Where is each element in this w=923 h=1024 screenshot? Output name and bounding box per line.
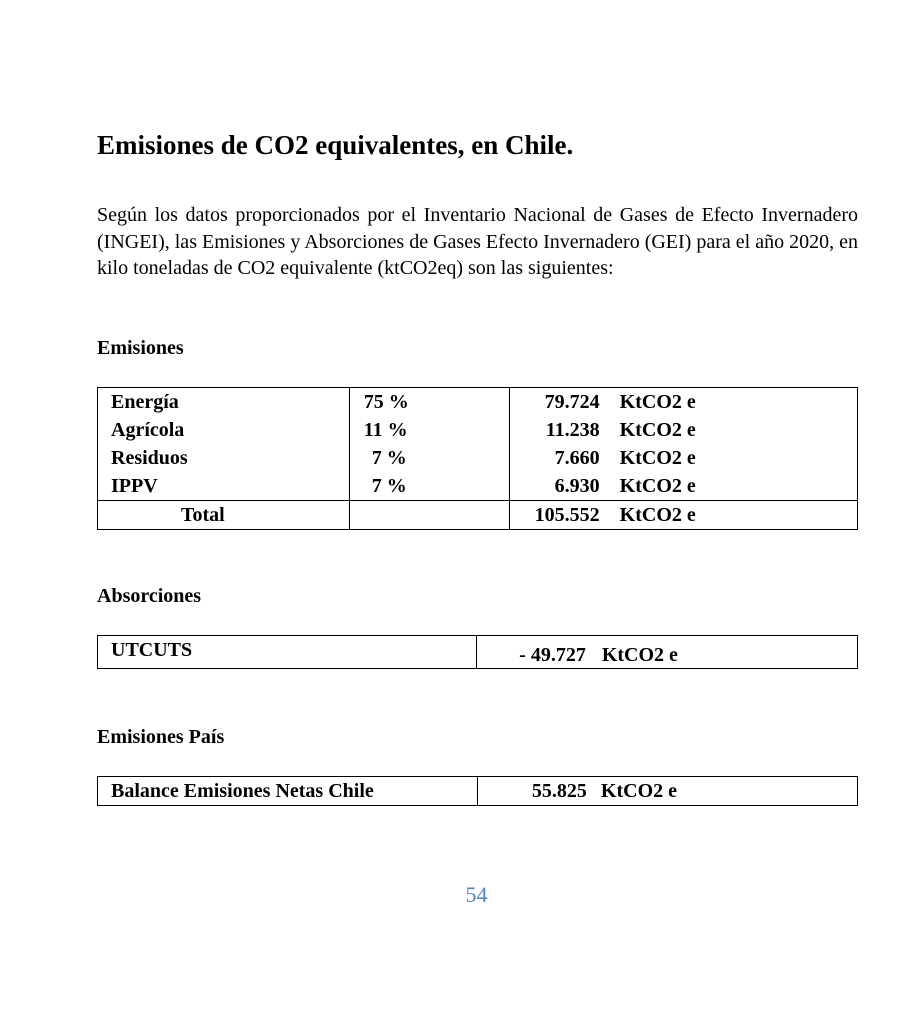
value-cell bbox=[509, 388, 857, 417]
sector-label: Residuos bbox=[111, 447, 188, 469]
table-row bbox=[98, 636, 858, 669]
percent-value: 11 % bbox=[363, 419, 408, 441]
table-row bbox=[98, 388, 858, 417]
percent-cell bbox=[349, 444, 509, 472]
intro-paragraph: Según los datos proporcionados por el Inventario Nacional de Gases de Efecto Invernadero (INGEI), las Emisiones y Absorciones de Gases Efecto Invernadero (GEI) para el año 2020, en kilo toneladas de CO2 equivalente (ktCO2eq) son las siguientes: bbox=[97, 204, 858, 279]
value-cell bbox=[509, 444, 857, 472]
absorption-value: - 49.727 bbox=[519, 644, 586, 666]
total-label-cell bbox=[98, 501, 350, 530]
sector-cell bbox=[98, 444, 350, 472]
balance-label-cell bbox=[98, 777, 478, 806]
country-emissions-table bbox=[97, 776, 858, 806]
value-cell bbox=[509, 416, 857, 444]
empty-cell bbox=[349, 501, 509, 530]
percent-cell bbox=[349, 472, 509, 501]
absorptions-heading: Absorciones bbox=[97, 585, 202, 607]
percent-cell bbox=[349, 388, 509, 417]
table-row bbox=[98, 777, 858, 806]
total-unit: KtCO2 e bbox=[619, 504, 696, 526]
percent-value: 7 % bbox=[371, 447, 407, 469]
percent-cell bbox=[349, 416, 509, 444]
sector-cell bbox=[98, 388, 350, 417]
emission-value: 7.660 bbox=[554, 447, 600, 469]
page-number: 54 bbox=[465, 882, 488, 907]
table-row bbox=[98, 444, 858, 472]
emissions-table bbox=[97, 387, 858, 530]
emission-value: 6.930 bbox=[554, 475, 600, 497]
absorptions-table bbox=[97, 635, 858, 669]
sector-cell bbox=[98, 472, 350, 501]
balance-value-cell bbox=[477, 777, 857, 806]
emission-unit: KtCO2 e bbox=[619, 475, 696, 497]
sector-label: Agrícola bbox=[111, 419, 185, 441]
sector-label: IPPV bbox=[111, 475, 158, 497]
value-cell bbox=[509, 472, 857, 501]
balance-label: Balance Emisiones Netas Chile bbox=[111, 780, 374, 802]
emission-unit: KtCO2 e bbox=[619, 391, 696, 413]
emission-value: 79.724 bbox=[544, 391, 600, 413]
total-value-cell bbox=[509, 501, 857, 530]
total-row bbox=[98, 501, 858, 530]
balance-value: 55.825 bbox=[531, 780, 587, 802]
absorption-value-cell bbox=[477, 636, 858, 669]
sector-label: Energía bbox=[111, 391, 179, 413]
country-emissions-heading: Emisiones País bbox=[97, 726, 225, 748]
total-label: Total bbox=[181, 504, 225, 526]
absorption-label-cell bbox=[98, 636, 477, 669]
emission-unit: KtCO2 e bbox=[619, 419, 696, 441]
sector-cell bbox=[98, 416, 350, 444]
emission-value: 11.238 bbox=[545, 419, 600, 441]
table-row bbox=[98, 472, 858, 501]
total-value: 105.552 bbox=[534, 504, 600, 526]
percent-value: 75 % bbox=[363, 391, 409, 413]
absorption-label: UTCUTS bbox=[111, 639, 193, 661]
page-title: Emisiones de CO2 equivalentes, en Chile. bbox=[97, 130, 574, 160]
table-row bbox=[98, 416, 858, 444]
emission-unit: KtCO2 e bbox=[619, 447, 696, 469]
emissions-heading: Emisiones bbox=[97, 337, 184, 359]
percent-value: 7 % bbox=[371, 475, 407, 497]
balance-unit: KtCO2 e bbox=[600, 780, 677, 802]
absorption-unit: KtCO2 e bbox=[601, 644, 678, 666]
